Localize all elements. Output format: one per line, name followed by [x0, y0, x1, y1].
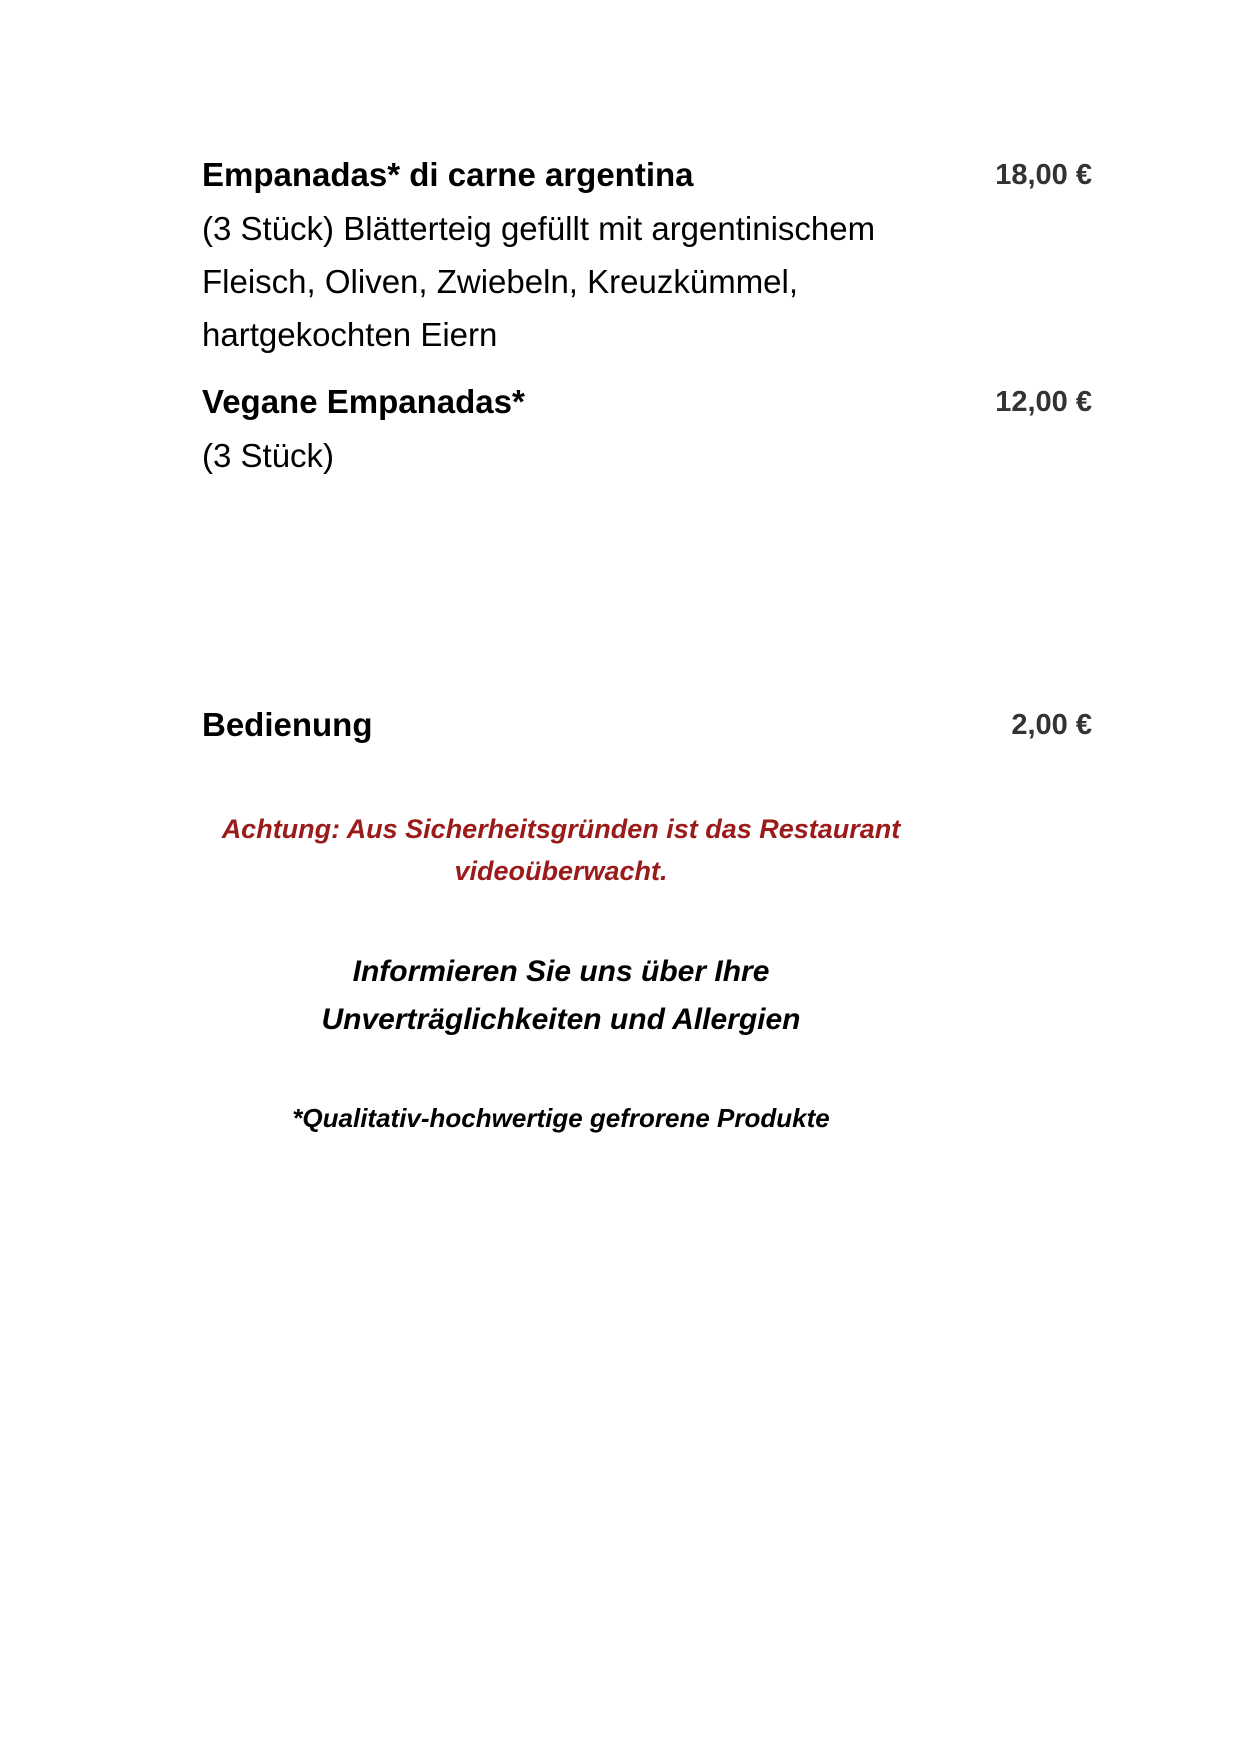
menu-item-bedienung: [202, 698, 1092, 752]
item-name: Vegane Empanadas*: [202, 383, 525, 420]
frozen-products-footnote: [0, 1098, 1122, 1138]
allergy-line: Informieren Sie uns über Ihre: [352, 955, 770, 988]
footnote-text: *Qualitativ-hochwertige gefrorene Produkte: [292, 1103, 830, 1133]
menu-item-empanadas-carne: [202, 148, 1092, 361]
video-surveillance-warning: [0, 808, 1122, 892]
item-name: Empanadas* di carne argentina: [202, 156, 694, 193]
allergy-notice: [0, 948, 1122, 1044]
item-description: (3 Stück) Blätterteig gefüllt mit argentinischem Fleisch, Oliven, Zwiebeln, Kreuzkümmel, hartgekochten Eiern: [202, 210, 876, 353]
item-price: 2,00 €: [1011, 709, 1092, 741]
item-price: 12,00 €: [995, 386, 1092, 418]
menu-item-vegane-empanadas: [202, 375, 1092, 482]
warning-line: videoüberwacht.: [454, 856, 668, 886]
allergy-line: Unverträglichkeiten und Allergien: [321, 1003, 801, 1036]
item-price: 18,00 €: [995, 159, 1092, 191]
item-name: Bedienung: [202, 706, 373, 743]
warning-line: Achtung: Aus Sicherheitsgründen ist das Restaurant: [221, 814, 901, 844]
item-description: (3 Stück): [202, 437, 335, 474]
